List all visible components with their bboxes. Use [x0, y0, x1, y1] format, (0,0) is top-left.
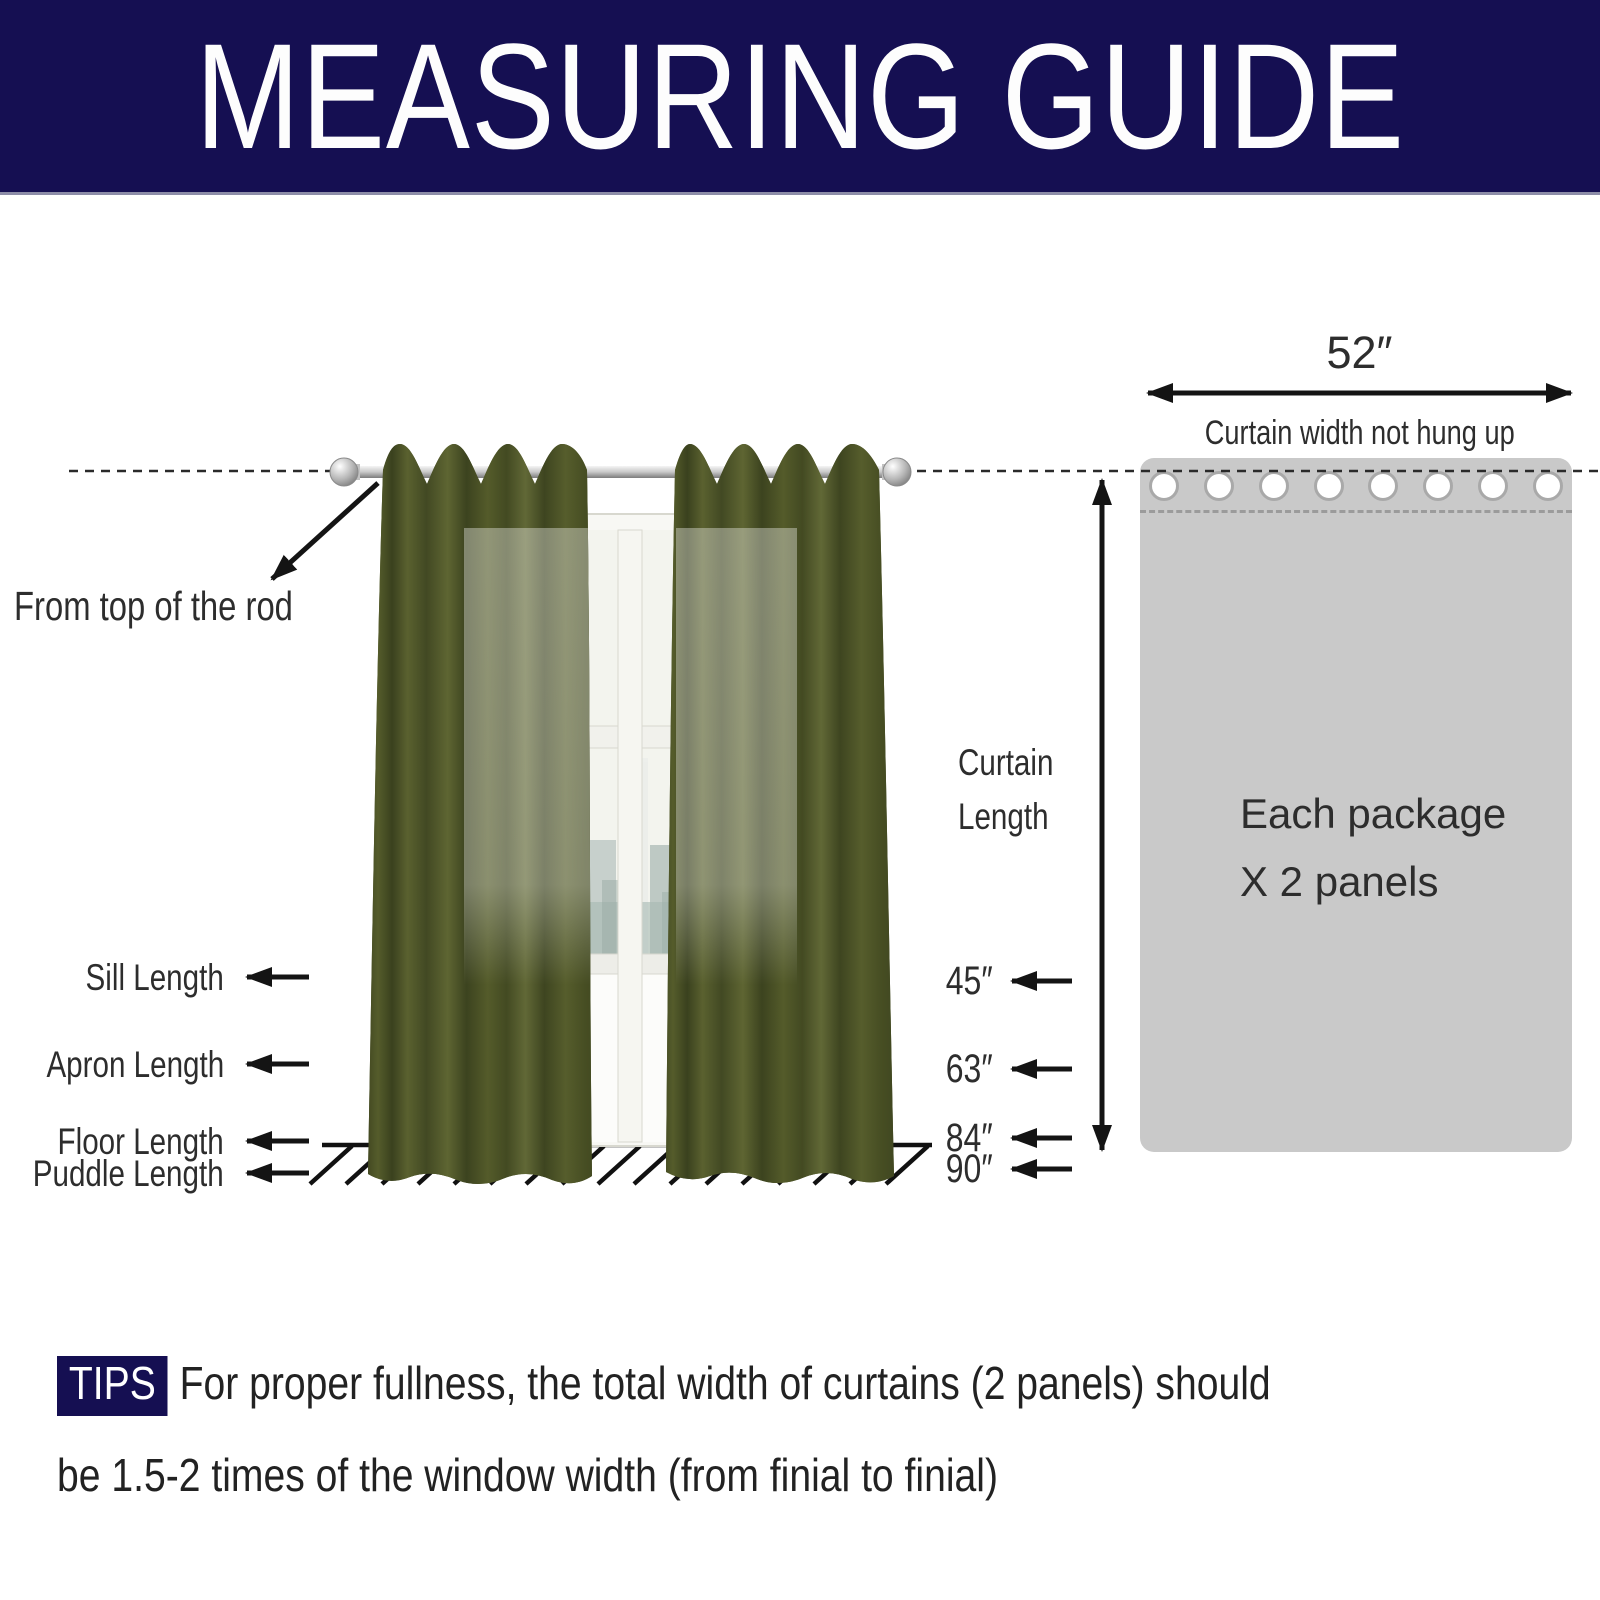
package-panel-diagram: [1140, 458, 1572, 1152]
tips-line2: be 1.5-2 times of the window width (from finial to finial): [57, 1449, 998, 1501]
package-caption-line1: Each package: [1240, 790, 1507, 837]
rod-note-arrow: [272, 483, 378, 579]
length-value-84: 84″: [946, 1116, 993, 1160]
rod-finial-right: [883, 458, 911, 486]
grommet-row: [1149, 471, 1563, 501]
sheer-glow-right: [676, 528, 797, 988]
grommet-icon: [1478, 471, 1508, 501]
tips-line1: For proper fullness, the total width of curtains (2 panels) should: [179, 1357, 1271, 1409]
grommet-icon: [1204, 471, 1234, 501]
puddle-length-label: Puddle Length: [33, 1153, 224, 1194]
grommet-icon: [1368, 471, 1398, 501]
window: [462, 514, 798, 1146]
package-width-caption: Curtain width not hung up: [1204, 414, 1515, 452]
sill-length-label: Sill Length: [85, 957, 224, 998]
curtain-panel-right: [666, 444, 894, 1183]
floor-length-label: Floor Length: [57, 1121, 224, 1162]
package-width-value: 52″: [1326, 327, 1393, 378]
package-caption-line2: X 2 panels: [1240, 858, 1439, 905]
curtain-length-label-line1: Curtain: [958, 742, 1054, 783]
curtain-length-label-line2: Length: [958, 796, 1049, 837]
page-title: MEASURING GUIDE: [195, 12, 1405, 180]
apron-length-label: Apron Length: [46, 1044, 224, 1085]
tips-section: [57, 1337, 1600, 1521]
grommet-icon: [1423, 471, 1453, 501]
curtain-panel-left: [368, 444, 592, 1184]
grommet-icon: [1533, 471, 1563, 501]
grommet-icon: [1149, 471, 1179, 501]
package-panel-caption: [1240, 780, 1506, 916]
length-value-45: 45″: [946, 959, 993, 1003]
header-seam-dashed-line: [1140, 510, 1572, 513]
city-skyline: [482, 758, 780, 956]
rod-finial-left: [330, 458, 358, 486]
length-value-63: 63″: [946, 1047, 993, 1091]
grommet-icon: [1259, 471, 1289, 501]
curtain-rod: [330, 458, 911, 486]
floor-hatching: [310, 1146, 928, 1184]
rod-note-label: From top of the rod: [14, 583, 293, 629]
length-value-90: 90″: [946, 1147, 993, 1191]
tips-badge: TIPS: [57, 1356, 168, 1416]
header-bar: [0, 0, 1600, 195]
sheer-glow-left: [464, 528, 590, 988]
grommet-icon: [1314, 471, 1344, 501]
